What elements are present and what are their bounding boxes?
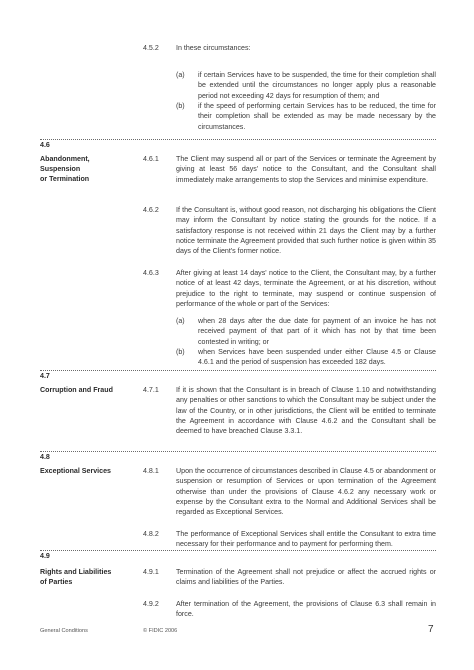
- clause-number: 4.9.2: [143, 600, 159, 608]
- clause-text: The performance of Exceptional Services shall entitle the Consultant to extra time necessary for their performance and to payment for performing them.: [176, 530, 436, 549]
- section-heading: Suspension: [40, 165, 81, 173]
- clause-text: The Client may suspend all or part of the Services or terminate the Agreement by giving at least 56 days' notice to the Consultant, and the Consultant shall immediately make arrangements to stop the Services and minimise expenditure.: [176, 155, 436, 184]
- section-heading: of Parties: [40, 578, 73, 586]
- clause-number: 4.8.2: [143, 530, 159, 538]
- item-label: (b): [176, 348, 185, 356]
- clause-number: 4.6.2: [143, 206, 159, 214]
- clause-number: 4.5.2: [143, 44, 159, 52]
- section-heading: Abandonment,: [40, 155, 90, 163]
- section-heading: or Termination: [40, 175, 90, 183]
- section-number: 4.6: [40, 141, 50, 149]
- item-text: when Services have been suspended under either Clause 4.5 or Clause 4.6.1 and the period of suspension has exceeded 182 days.: [198, 348, 436, 367]
- page-number: 7: [428, 624, 434, 635]
- section-number: 4.8: [40, 453, 50, 461]
- item-label: (b): [176, 102, 185, 110]
- clause-text: If it is shown that the Consultant is in breach of Clause 1.10 and notwithstanding any penalties or other sanctions to which the Consultant may be subject under the law of the Country, or in other jurisdictions, the Client will be entitled to terminate the Agreement in accordance with Clause 4.6.2 and the Consultant shall be deemed to have breached Clause 3.3.1.: [176, 386, 436, 436]
- section-heading: Corruption and Fraud: [40, 386, 113, 394]
- section-divider: [40, 550, 436, 551]
- clause-number: 4.7.1: [143, 386, 159, 394]
- section-divider: [40, 451, 436, 452]
- section-heading: Exceptional Services: [40, 467, 111, 475]
- section-number: 4.7: [40, 372, 50, 380]
- section-divider: [40, 139, 436, 140]
- item-text: if the speed of performing certain Services has to be reduced, the time for their completion shall be extended as may be made necessary by the circumstances.: [198, 102, 436, 131]
- footer-title: General Conditions: [40, 628, 88, 634]
- clause-number: 4.6.1: [143, 155, 159, 163]
- clause-number: 4.8.1: [143, 467, 159, 475]
- clause-text: In these circumstances:: [176, 44, 251, 52]
- clause-text: Termination of the Agreement shall not prejudice or affect the accrued rights or claims and liabilities of the Parties.: [176, 568, 436, 587]
- item-text: when 28 days after the due date for payment of an invoice he has not received payment of that part of it which has not by that time been contested in writing; or: [198, 317, 436, 346]
- clause-number: 4.6.3: [143, 269, 159, 277]
- clause-number: 4.9.1: [143, 568, 159, 576]
- item-label: (a): [176, 317, 185, 325]
- clause-text: Upon the occurrence of circumstances described in Clause 4.5 or abandonment or suspension or resumption of Services or upon termination of the Agreement otherwise than under the provisions of Clause 4.6.2 any necessary work or expense by the Consultant extra to the Normal and Additional Services shall be regarded as Exceptional Services.: [176, 467, 436, 517]
- clause-text: After giving at least 14 days' notice to the Client, the Consultant may, by a further notice of at least 42 days, terminate the Agreement, or at his discretion, without prejudice to the right to terminate, may suspend or continue suspension of performance of the whole or part of the Services:: [176, 269, 436, 308]
- section-heading: Rights and Liabilities: [40, 568, 112, 576]
- clause-text: If the Consultant is, without good reason, not discharging his obligations the Client may inform the Consultant by notice stating the grounds for the notice. If a satisfactory response is not received within 21 days the Client may by a further notice terminate the Agreement provided that such further notice is given within 35 days of the Client's former notice.: [176, 206, 436, 256]
- section-number: 4.9: [40, 552, 50, 560]
- clause-text: After termination of the Agreement, the provisions of Clause 6.3 shall remain in force.: [176, 600, 436, 619]
- section-divider: [40, 370, 436, 371]
- item-text: if certain Services have to be suspended, the time for their completion shall be extended until the circumstances no longer apply plus a reasonable period not exceeding 42 days for resumption of them; and: [198, 71, 436, 100]
- item-label: (a): [176, 71, 185, 79]
- footer-copyright: © FIDIC 2006: [143, 628, 178, 634]
